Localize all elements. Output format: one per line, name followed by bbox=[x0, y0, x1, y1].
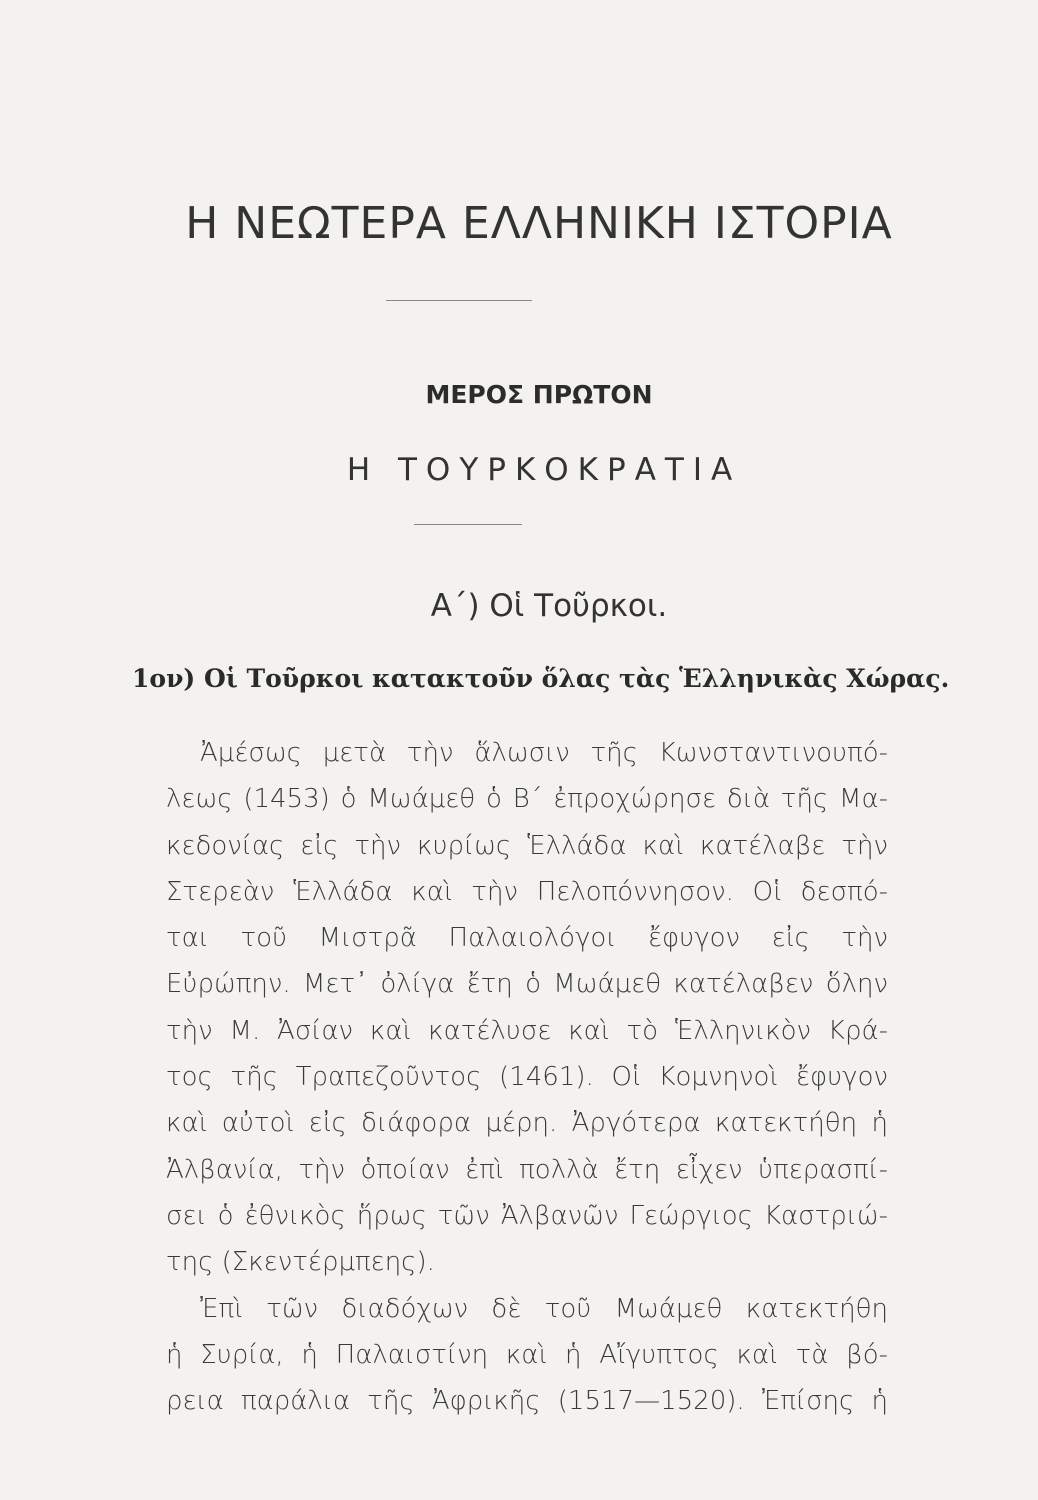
era-heading: Η ΤΟΥΡΚΟΚΡΑΤΙΑ bbox=[346, 452, 742, 488]
paragraph-line: Ἀμέσως μετὰ τὴν ἅλωσιν τῆς Κωνσταντινουπό- bbox=[200, 738, 888, 768]
paragraph-line: ρεια παράλια τῆς Ἀφρικῆς (1517—1520). Ἐπίσης ἡ bbox=[166, 1386, 888, 1417]
paragraph-line: της (Σκεντέρμπεης). bbox=[166, 1247, 435, 1278]
paragraph-line: Ἀλβανία, τὴν ὁποίαν ἐπὶ πολλὰ ἔτη εἶχεν ὑπερασπί- bbox=[166, 1154, 888, 1185]
paragraph-line: κεδονίας εἰς τὴν κυρίως Ἑλλάδα καὶ κατέλαβε τὴν bbox=[166, 830, 888, 861]
paragraph-line: τὴν Μ. Ἀσίαν καὶ κατέλυσε καὶ τὸ Ἑλληνικὸν Κρά- bbox=[166, 1015, 888, 1046]
title-divider bbox=[386, 300, 532, 301]
body-text bbox=[166, 730, 888, 1424]
paragraph-line: τος τῆς Τραπεζοῦντος (1461). Οἱ Κομνηνοὶ ἔφυγον bbox=[166, 1062, 888, 1093]
paragraph-line: λεως (1453) ὁ Μωάμεθ ὁ Β΄ ἐπροχώρησε διὰ τῆς Μα- bbox=[166, 784, 888, 815]
paragraph-line: Ἐπὶ τῶν διαδόχων δὲ τοῦ Μωάμεθ κατεκτήθη bbox=[200, 1293, 888, 1324]
paragraph-line: ἡ Συρία, ἡ Παλαιστίνη καὶ ἡ Αἴγυπτος καὶ τὰ βό- bbox=[166, 1339, 888, 1370]
subsection-heading: 1ον) Οἱ Τοῦρκοι κατακτοῦν ὅλας τὰς Ἑλληνικὰς Χώρας. bbox=[132, 664, 950, 693]
paragraph-line: ται τοῦ Μιστρᾶ Παλαιολόγοι ἔφυγον εἰς τὴν bbox=[166, 923, 888, 954]
paragraph-line: Εὐρώπην. Μετ᾽ ὀλίγα ἔτη ὁ Μωάμεθ κατέλαβεν ὅλην bbox=[166, 969, 888, 1000]
section-heading: Α΄) Οἱ Τοῦρκοι. bbox=[430, 588, 668, 624]
paragraph-line: Στερεὰν Ἑλλάδα καὶ τὴν Πελοπόννησον. Οἱ δεσπό- bbox=[166, 876, 888, 907]
paragraph-line: καὶ αὐτοὶ εἰς διάφορα μέρη. Ἀργότερα κατεκτήθη ἡ bbox=[166, 1108, 888, 1139]
era-divider bbox=[414, 524, 522, 525]
part-heading: ΜΕΡΟΣ ΠΡΩΤΟΝ bbox=[425, 380, 653, 409]
book-title: Η ΝΕΩΤΕΡΑ ΕΛΛΗΝΙΚΗ ΙΣΤΟΡΙΑ bbox=[185, 198, 893, 249]
paragraph-line: σει ὁ ἐθνικὸς ἥρως τῶν Ἀλβανῶν Γεώργιος Καστριώ- bbox=[166, 1200, 888, 1231]
